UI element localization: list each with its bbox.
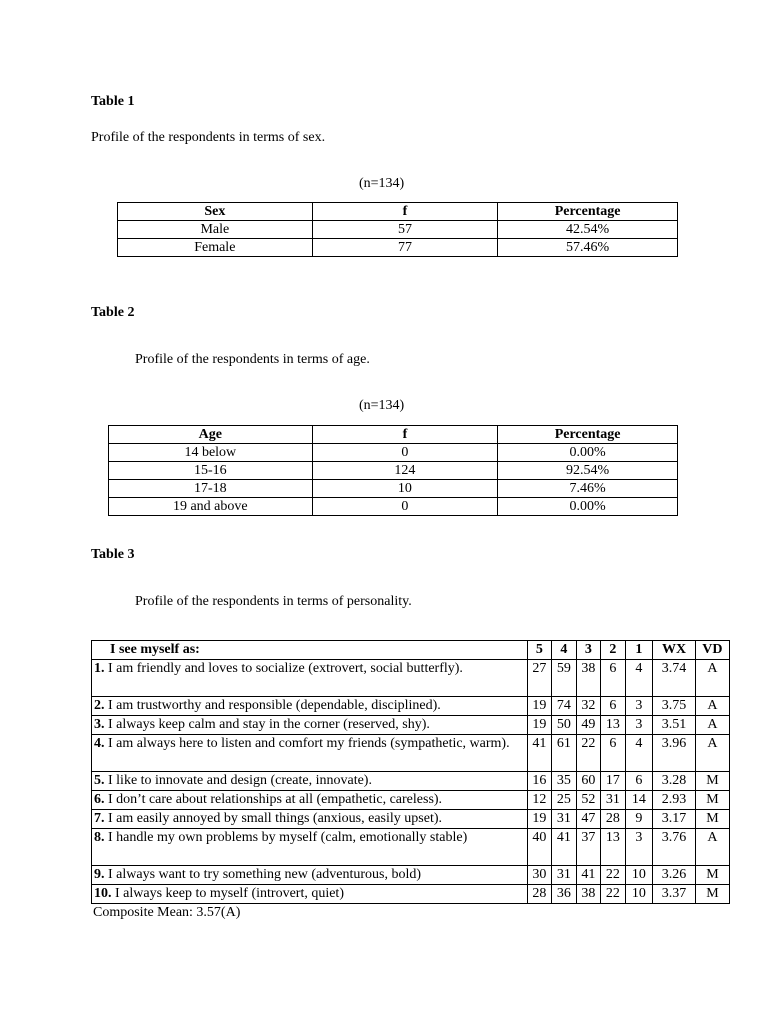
table1-cell: Female: [118, 239, 313, 257]
table1: [117, 202, 678, 257]
table-row: [92, 772, 730, 791]
table2: [108, 425, 678, 516]
weighted-mean-cell: 3.74: [653, 660, 696, 697]
table1-cell: 57.46%: [498, 239, 678, 257]
verbal-description-cell: M: [695, 885, 729, 904]
table1-header-sex: Sex: [118, 203, 313, 221]
table-row: [118, 239, 678, 257]
count-1-cell: 10: [625, 866, 653, 885]
count-1-cell: 14: [625, 791, 653, 810]
statement-text: I am easily annoyed by small things (anxious, easily upset).: [108, 811, 442, 826]
count-4-cell: 36: [552, 885, 576, 904]
statement-number: 2.: [94, 698, 105, 713]
table3-header-1: 1: [625, 641, 653, 660]
table1-cell: 57: [312, 221, 498, 239]
count-3-cell: 49: [576, 716, 600, 735]
table2-cell: 14 below: [109, 444, 313, 462]
statement-cell: [92, 772, 528, 791]
weighted-mean-cell: 3.26: [653, 866, 696, 885]
statement-cell: [92, 829, 528, 866]
count-3-cell: 60: [576, 772, 600, 791]
statement-number: 7.: [94, 811, 105, 826]
statement-text: I am always here to listen and comfort my friends (sympathetic, warm).: [108, 736, 510, 751]
count-5-cell: 28: [527, 885, 551, 904]
table-row: [109, 498, 678, 516]
count-4-cell: 35: [552, 772, 576, 791]
verbal-description-cell: M: [695, 866, 729, 885]
count-5-cell: 19: [527, 810, 551, 829]
table1-header-f: f: [312, 203, 498, 221]
statement-cell: [92, 716, 528, 735]
count-5-cell: 27: [527, 660, 551, 697]
table2-cell: 0: [312, 444, 498, 462]
count-5-cell: 40: [527, 829, 551, 866]
composite-mean: Composite Mean: 3.57(A): [93, 905, 241, 920]
table-row: [92, 791, 730, 810]
table2-heading: Table 2: [91, 305, 135, 320]
statement-number: 10.: [94, 886, 112, 901]
count-2-cell: 22: [601, 885, 625, 904]
count-1-cell: 3: [625, 829, 653, 866]
table-row: [109, 444, 678, 462]
weighted-mean-cell: 2.93: [653, 791, 696, 810]
table2-n: (n=134): [359, 398, 405, 413]
table2-header-row: [109, 426, 678, 444]
count-3-cell: 47: [576, 810, 600, 829]
table1-header-percentage: Percentage: [498, 203, 678, 221]
count-3-cell: 22: [576, 735, 600, 772]
count-5-cell: 16: [527, 772, 551, 791]
count-1-cell: 10: [625, 885, 653, 904]
count-1-cell: 4: [625, 660, 653, 697]
statement-text: I handle my own problems by myself (calm, emotionally stable): [108, 830, 468, 845]
table2-cell: 19 and above: [109, 498, 313, 516]
weighted-mean-cell: 3.37: [653, 885, 696, 904]
count-2-cell: 28: [601, 810, 625, 829]
statement-number: 4.: [94, 736, 105, 751]
table2-cell: 0.00%: [498, 498, 678, 516]
statement-text: I don’t care about relationships at all (empathetic, careless).: [108, 792, 443, 807]
verbal-description-cell: A: [695, 697, 729, 716]
table1-cell: 42.54%: [498, 221, 678, 239]
statement-number: 9.: [94, 867, 105, 882]
table2-header-age: Age: [109, 426, 313, 444]
table2-cell: 7.46%: [498, 480, 678, 498]
table1-cell: Male: [118, 221, 313, 239]
count-4-cell: 25: [552, 791, 576, 810]
weighted-mean-cell: 3.51: [653, 716, 696, 735]
verbal-description-cell: M: [695, 810, 729, 829]
statement-text: I am trustworthy and responsible (dependable, disciplined).: [108, 698, 441, 713]
count-3-cell: 41: [576, 866, 600, 885]
verbal-description-cell: A: [695, 660, 729, 697]
table-row: [92, 660, 730, 697]
count-3-cell: 32: [576, 697, 600, 716]
count-5-cell: 19: [527, 716, 551, 735]
weighted-mean-cell: 3.96: [653, 735, 696, 772]
count-4-cell: 41: [552, 829, 576, 866]
count-5-cell: 30: [527, 866, 551, 885]
table2-header-f: f: [312, 426, 498, 444]
statement-number: 6.: [94, 792, 105, 807]
statement-cell: [92, 697, 528, 716]
table2-cell: 10: [312, 480, 498, 498]
statement-text: I like to innovate and design (create, innovate).: [108, 773, 372, 788]
count-5-cell: 12: [527, 791, 551, 810]
table3-header-5: 5: [527, 641, 551, 660]
statement-cell: [92, 660, 528, 697]
table3-header-2: 2: [601, 641, 625, 660]
table-row: [92, 735, 730, 772]
table1-heading: Table 1: [91, 94, 135, 109]
table3-header-wx: WX: [653, 641, 696, 660]
verbal-description-cell: A: [695, 716, 729, 735]
count-2-cell: 17: [601, 772, 625, 791]
table2-cell: 124: [312, 462, 498, 480]
table2-cell: 17-18: [109, 480, 313, 498]
count-2-cell: 13: [601, 829, 625, 866]
table-row: [92, 866, 730, 885]
count-2-cell: 31: [601, 791, 625, 810]
count-1-cell: 3: [625, 697, 653, 716]
table2-cell: 0: [312, 498, 498, 516]
table3-header-vd: VD: [695, 641, 729, 660]
table1-header-row: [118, 203, 678, 221]
count-4-cell: 59: [552, 660, 576, 697]
count-1-cell: 6: [625, 772, 653, 791]
count-1-cell: 4: [625, 735, 653, 772]
table3-caption: Profile of the respondents in terms of personality.: [135, 594, 412, 609]
count-2-cell: 22: [601, 866, 625, 885]
statement-cell: [92, 735, 528, 772]
table-row: [118, 221, 678, 239]
count-4-cell: 50: [552, 716, 576, 735]
table2-cell: 0.00%: [498, 444, 678, 462]
table1-cell: 77: [312, 239, 498, 257]
statement-number: 3.: [94, 717, 105, 732]
statement-text: I always want to try something new (adventurous, bold): [108, 867, 421, 882]
verbal-description-cell: A: [695, 829, 729, 866]
table3-header-statement: I see myself as:: [92, 641, 528, 660]
count-2-cell: 6: [601, 660, 625, 697]
count-4-cell: 31: [552, 866, 576, 885]
count-3-cell: 52: [576, 791, 600, 810]
table2-cell: 92.54%: [498, 462, 678, 480]
statement-cell: [92, 791, 528, 810]
weighted-mean-cell: 3.17: [653, 810, 696, 829]
weighted-mean-cell: 3.75: [653, 697, 696, 716]
table2-cell: 15-16: [109, 462, 313, 480]
table3-header-4: 4: [552, 641, 576, 660]
count-1-cell: 9: [625, 810, 653, 829]
table-row: [109, 462, 678, 480]
statement-cell: [92, 866, 528, 885]
count-1-cell: 3: [625, 716, 653, 735]
count-5-cell: 41: [527, 735, 551, 772]
table3: [91, 640, 730, 904]
count-3-cell: 38: [576, 885, 600, 904]
table3-header-row: [92, 641, 730, 660]
weighted-mean-cell: 3.28: [653, 772, 696, 791]
table-row: [92, 716, 730, 735]
count-2-cell: 13: [601, 716, 625, 735]
statement-text: I always keep to myself (introvert, quiet): [115, 886, 344, 901]
table3-header-3: 3: [576, 641, 600, 660]
statement-number: 5.: [94, 773, 105, 788]
statement-cell: [92, 885, 528, 904]
statement-text: I always keep calm and stay in the corner (reserved, shy).: [108, 717, 430, 732]
table2-caption: Profile of the respondents in terms of age.: [135, 352, 370, 367]
count-4-cell: 61: [552, 735, 576, 772]
table-row: [92, 810, 730, 829]
statement-text: I am friendly and loves to socialize (extrovert, social butterfly).: [108, 661, 463, 676]
table-row: [92, 697, 730, 716]
count-2-cell: 6: [601, 735, 625, 772]
count-4-cell: 31: [552, 810, 576, 829]
count-5-cell: 19: [527, 697, 551, 716]
statement-number: 8.: [94, 830, 105, 845]
table3-heading: Table 3: [91, 547, 135, 562]
count-2-cell: 6: [601, 697, 625, 716]
table-row: [92, 829, 730, 866]
table-row: [109, 480, 678, 498]
table-row: [92, 885, 730, 904]
statement-cell: [92, 810, 528, 829]
count-3-cell: 38: [576, 660, 600, 697]
table2-header-percentage: Percentage: [498, 426, 678, 444]
weighted-mean-cell: 3.76: [653, 829, 696, 866]
count-4-cell: 74: [552, 697, 576, 716]
count-3-cell: 37: [576, 829, 600, 866]
table1-caption: Profile of the respondents in terms of sex.: [91, 130, 326, 145]
statement-number: 1.: [94, 661, 105, 676]
verbal-description-cell: A: [695, 735, 729, 772]
verbal-description-cell: M: [695, 772, 729, 791]
verbal-description-cell: M: [695, 791, 729, 810]
table1-n: (n=134): [359, 176, 405, 191]
